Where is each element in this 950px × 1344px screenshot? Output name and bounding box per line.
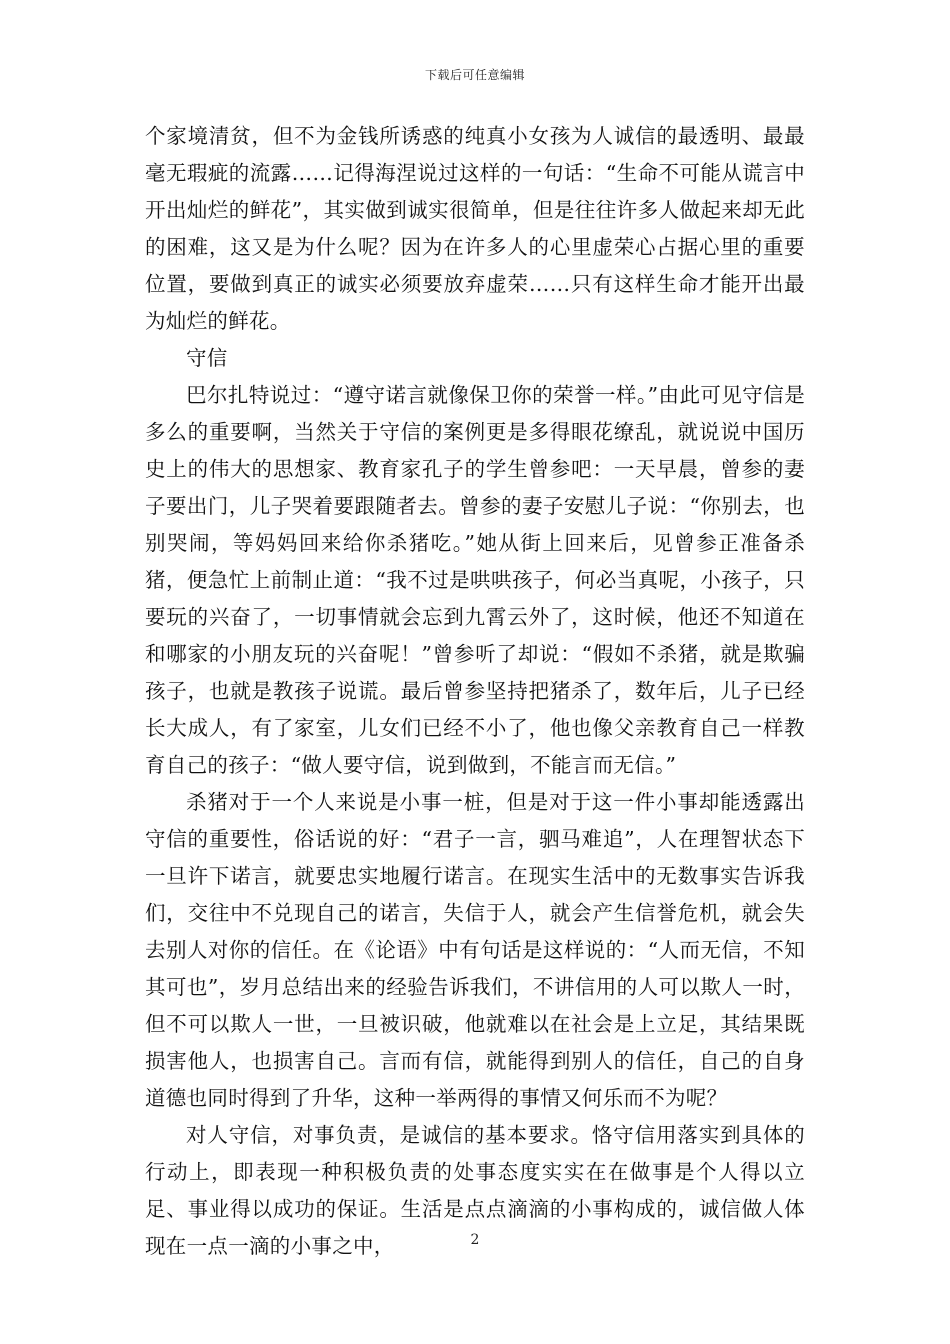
paragraph-balzac-story: 巴尔扎特说过：“遵守诺言就像保卫你的荣誉一样。”由此可见守信是多么的重要啊，当然关于守信的案例更是多得眼花缭乱，就说说中国历史上的伟大的思想家、教育家孔子的学生曾参吧：一天早晨，曾参的妻子要出门，儿子哭着要跟随者去。曾参的妻子安慰儿子说：“你别去，也别哭闹，等妈妈回来给你杀猪吃。”她从街上回来后，见曾参正准备杀猪，便急忙上前制止道：“我不过是哄哄孩子，何必当真呢，小孩子，只要玩的兴奋了，一切事情就会忘到九霄云外了，这时候，他还不知道在和哪家的小朋友玩的兴奋呢！”曾参听了却说：“假如不杀猪，就是欺骗孩子，也就是教孩子说谎。最后曾参坚持把猪杀了，数年后，儿子已经长大成人，有了家室，儿女们已经不小了，他也像父亲教育自己一样教育自己的孩子：“做人要守信，说到做到，不能言而无信。” <box>145 383 805 777</box>
page-number: 2 <box>470 1232 480 1248</box>
document-body <box>145 118 805 1265</box>
section-heading-shouxin: 守信 <box>186 346 228 370</box>
page-header: 下载后可任意编辑 <box>424 68 525 82</box>
paragraph-continuation: 个家境清贫，但不为金钱所诱惑的纯真小女孩为人诚信的最透明、最最毫无瑕疵的流露……记得海涅说过这样的一句话：“生命不可能从谎言中开出灿烂的鲜花”，其实做到诚实很简单，但是往往许多人做起来却无此的困难，这又是为什么呢？因为在许多人的心里虚荣心占据心里的重要位置，要做到真正的诚实必须要放弃虚荣……只有这样生命才能开出最为灿烂的鲜花。 <box>145 124 805 333</box>
paragraph-basic-requirement: 对人守信，对事负责，是诚信的基本要求。恪守信用落实到具体的行动上，即表现一种积极负责的处事态度实实在在做事是个人得以立足、事业得以成功的保证。生活是点点滴滴的小事构成的，诚信做人体现在一点一滴的小事之中， <box>145 1123 805 1258</box>
paragraph-pig-lesson: 杀猪对于一个人来说是小事一桩，但是对于这一件小事却能透露出守信的重要性，俗话说的好：“君子一言，驷马难追”，人在理智状态下一旦许下诺言，就要忠实地履行诺言。在现实生活中的无数事实告诉我们，交往中不兑现自己的诺言，失信于人，就会产生信誉危机，就会失去别人对你的信任。在《论语》中有句话是这样说的：“人而无信，不知其可也”，岁月总结出来的经验告诉我们，不讲信用的人可以欺人一时，但不可以欺人一世，一旦被识破，他就难以在社会是上立足，其结果既损害他人，也损害自己。言而有信，就能得到别人的信任，自己的自身道德也同时得到了升华，这种一举两得的事情又何乐而不为呢？ <box>145 790 805 1110</box>
